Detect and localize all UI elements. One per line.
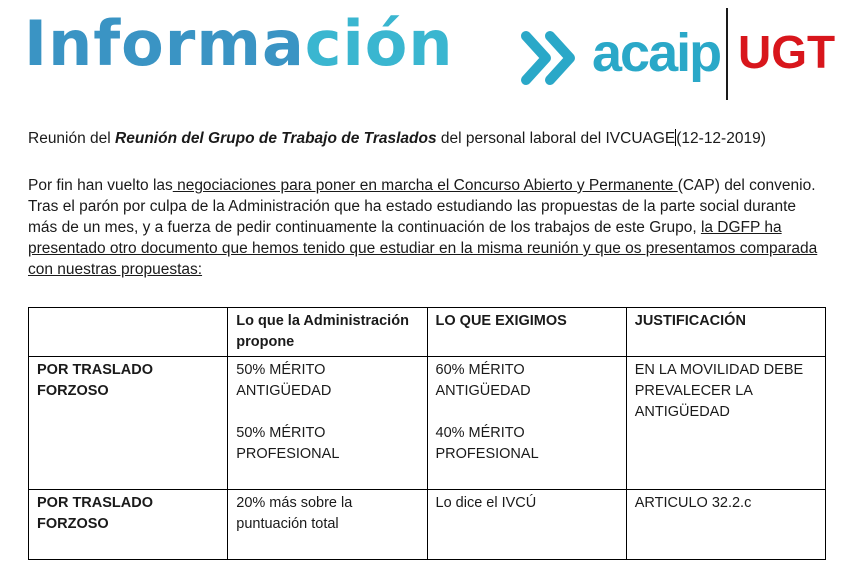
title-part-1: Informa <box>24 7 305 80</box>
row-label-cell: POR TRASLADO FORZOSO <box>29 490 228 560</box>
comparison-table <box>28 307 826 560</box>
ugt-brand-text: UGT <box>738 26 836 78</box>
table-header-row <box>29 308 826 357</box>
exigimos-line: 60% MÉRITO ANTIGÜEDAD <box>435 362 531 399</box>
double-chevron-right-icon <box>520 30 584 86</box>
intro-part-3: (CAP) del convenio. Tras el parón por culpa de la Administración que ha estado estudiando las propuestas de la parte social durante más de un mes, y a fuerza de pedir continuamente la continuación de los trabajos de este Grupo, <box>28 177 816 236</box>
cell-gap <box>236 402 418 423</box>
header-cell-admin: Lo que la Administración propone <box>228 308 427 357</box>
meeting-suffix: del personal laboral del IVCUAGE <box>436 130 676 147</box>
header-cell-empty <box>29 308 228 357</box>
header-cell-justificacion: JUSTIFICACIÓN <box>626 308 825 357</box>
cell-gap <box>436 465 618 486</box>
admin-line: 50% MÉRITO ANTIGÜEDAD <box>236 362 332 399</box>
header-cell-exigimos: LO QUE EXIGIMOS <box>427 308 626 357</box>
admin-line: 20% más sobre la puntuación total <box>236 495 353 532</box>
intro-part-1: Por fin han vuelto las <box>28 177 173 194</box>
intro-part-2: negociaciones para poner en marcha el Concurso Abierto y Permanente <box>172 177 678 194</box>
intro-part-4: la DGFP ha presentado otro documento que hemos tenido que estudiar en la misma reunión y que os presentamos comparada con nuestras propuestas: <box>28 219 818 278</box>
justificacion-cell: EN LA MOVILIDAD DEBE PREVALECER LA ANTIGÜEDAD <box>626 357 825 490</box>
exigimos-cell <box>427 357 626 490</box>
admin-cell <box>228 357 427 490</box>
title-part-2: ción <box>304 7 454 80</box>
intro-paragraph <box>28 175 828 280</box>
logo-divider <box>726 8 728 100</box>
acaip-brand-text: acaip <box>592 23 721 83</box>
cell-gap <box>436 402 618 423</box>
row-label-cell: POR TRASLADO FORZOSO <box>29 357 228 490</box>
meeting-line <box>28 128 828 149</box>
table-row <box>29 490 826 560</box>
table-row <box>29 357 826 490</box>
justificacion-cell: ARTICULO 32.2.c <box>626 490 825 560</box>
admin-cell <box>228 490 427 560</box>
page-title <box>24 4 454 84</box>
admin-line: 50% MÉRITO PROFESIONAL <box>236 425 340 462</box>
meeting-prefix: Reunión del <box>28 130 116 147</box>
cell-gap <box>236 535 418 556</box>
meeting-group: Reunión del Grupo de Trabajo de Traslados <box>115 130 437 147</box>
exigimos-cell: Lo dice el IVCÚ <box>427 490 626 560</box>
meeting-date: (12-12-2019) <box>676 130 766 147</box>
document-header <box>0 0 850 110</box>
exigimos-line: 40% MÉRITO PROFESIONAL <box>435 425 539 462</box>
acaip-ugt-logo <box>520 8 840 98</box>
